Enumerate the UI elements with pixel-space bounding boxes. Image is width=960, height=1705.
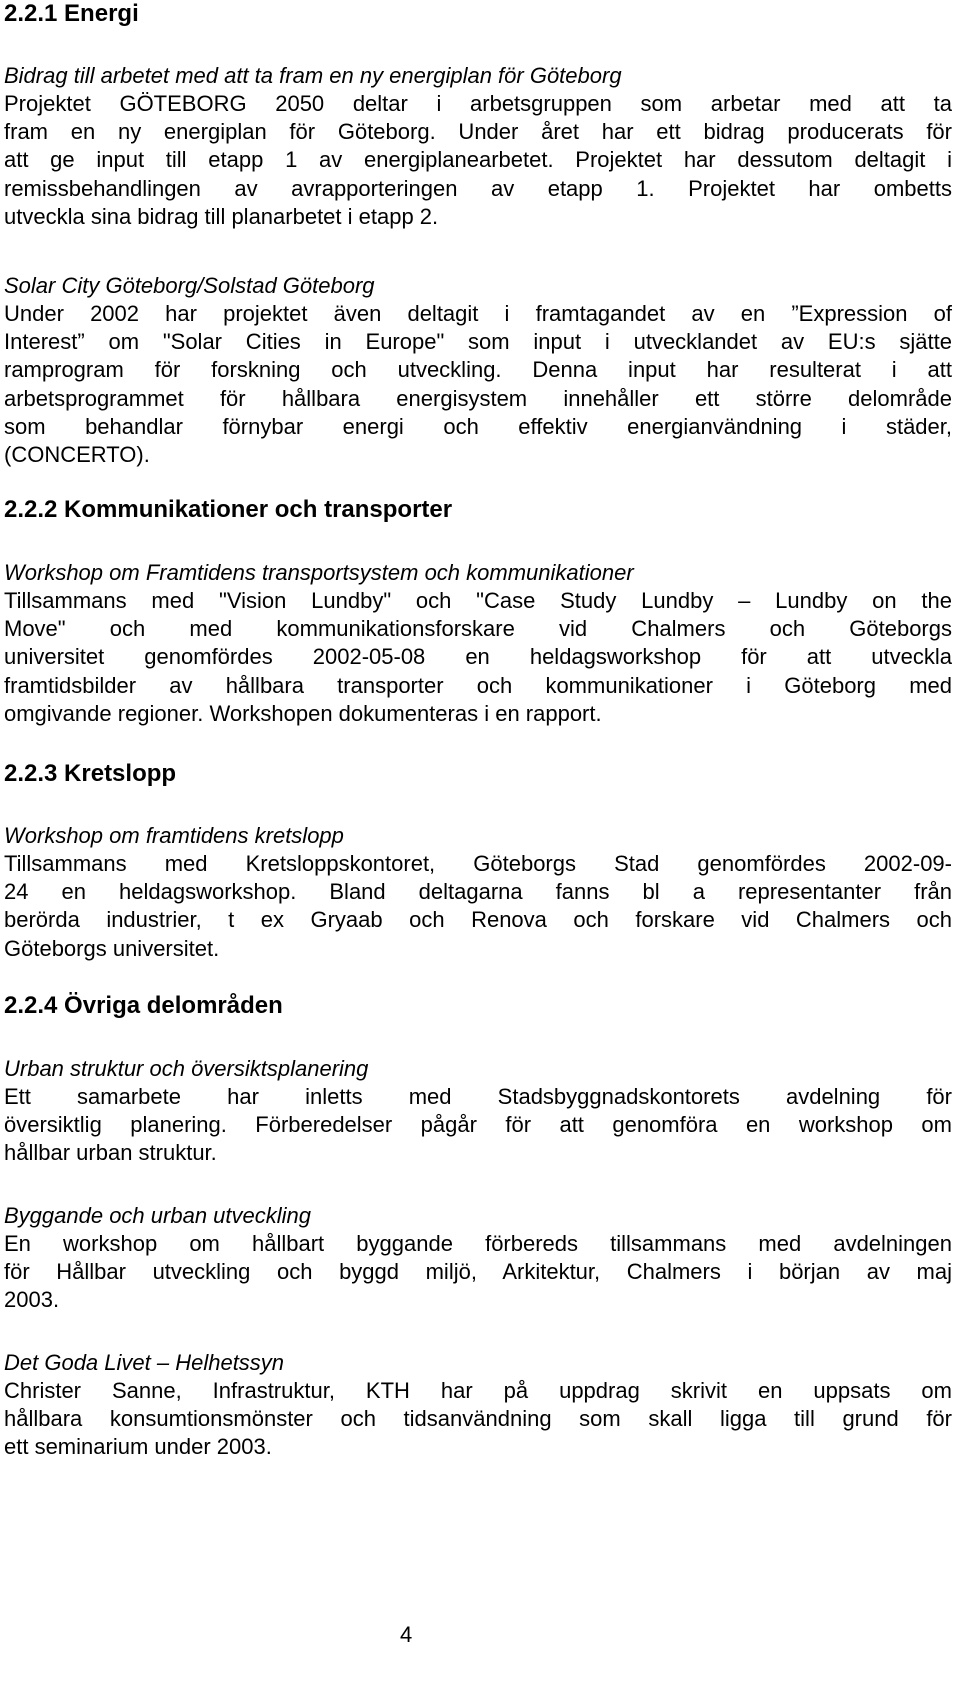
text-line: remissbehandlingen av avrapporteringen av etapp 1. Projektet har ombetts xyxy=(4,175,952,201)
text-line: Under 2002 har projektet även deltagit i framtagandet av en ”Expression of xyxy=(4,301,952,326)
subsection-title: Workshop om Framtidens transportsystem och kommunikationer xyxy=(4,560,634,585)
text-line: ramprogram för forskning och utveckling. Denna input har resulterat i att xyxy=(4,357,952,383)
text-line: Move" och med kommunikationsforskare vid Chalmers och Göteborgs xyxy=(4,616,952,642)
paragraph xyxy=(4,90,952,231)
text-line: Tillsammans med "Vision Lundby" och "Case Study Lundby – Lundby on the xyxy=(4,588,952,613)
text-line: hållbara konsumtionsmönster och tidsanvändning som skall ligga till grund för xyxy=(4,1406,952,1432)
subsection-title: Solar City Göteborg/Solstad Göteborg xyxy=(4,273,375,298)
subsection-title: Urban struktur och översiktsplanering xyxy=(4,1056,369,1081)
paragraph xyxy=(4,1377,952,1462)
text-line: utveckla sina bidrag till planarbetet i etapp 2. xyxy=(4,203,439,229)
subsection-title: Bidrag till arbetet med att ta fram en ny energiplan för Göteborg xyxy=(4,63,622,88)
text-line: översiktlig planering. Förberedelser pågår för att genomföra en workshop om xyxy=(4,1112,952,1138)
section-heading-ovriga: 2.2.4 Övriga delområden xyxy=(4,992,283,1019)
paragraph xyxy=(4,1230,952,1315)
text-line: berörda industrier, t ex Gryaab och Renova och forskare vid Chalmers och xyxy=(4,907,952,933)
paragraph xyxy=(4,850,952,963)
text-line: Christer Sanne, Infrastruktur, KTH har på uppdrag skrivit en uppsats om xyxy=(4,1378,952,1403)
subsection-goda-livet xyxy=(4,1349,952,1462)
page-number: 4 xyxy=(400,1622,413,1647)
text-line: som behandlar förnybar energi och effektiv energianvändning i städer, xyxy=(4,413,952,439)
subsection-energiplan xyxy=(4,62,952,231)
text-line: omgivande regioner. Workshopen dokumenteras i en rapport. xyxy=(4,700,602,726)
paragraph xyxy=(4,587,952,728)
subsection-solar-city xyxy=(4,272,952,469)
text-line: fram en ny energiplan för Göteborg. Under året har ett bidrag producerats för xyxy=(4,119,952,145)
subsection-transport-workshop xyxy=(4,559,952,728)
text-line: att ge input till etapp 1 av energiplanearbetet. Projektet har dessutom deltagit i xyxy=(4,147,952,173)
text-line: hållbar urban struktur. xyxy=(4,1140,217,1166)
section-heading-kretslopp: 2.2.3 Kretslopp xyxy=(4,760,177,787)
paragraph xyxy=(4,300,952,469)
text-line: universitet genomfördes 2002-05-08 en heldagsworkshop för att utveckla xyxy=(4,644,952,670)
text-line: framtidsbilder av hållbara transporter och kommunikationer i Göteborg med xyxy=(4,672,952,698)
text-line: arbetsprogrammet för hållbara energisystem innehåller ett större delområde xyxy=(4,385,952,411)
text-line: Ett samarbete har inletts med Stadsbyggnadskontorets avdelning för xyxy=(4,1084,952,1109)
subsection-urban-struktur xyxy=(4,1055,952,1168)
text-line: ett seminarium under 2003. xyxy=(4,1434,272,1460)
section-heading-energi: 2.2.1 Energi xyxy=(4,0,139,27)
text-line: Projektet GÖTEBORG 2050 deltar i arbetsgruppen som arbetar med att ta xyxy=(4,91,952,116)
subsection-title: Workshop om framtidens kretslopp xyxy=(4,823,344,848)
text-line: Interest” om "Solar Cities in Europe" som input i utvecklandet av EU:s sjätte xyxy=(4,329,952,355)
text-line: Göteborgs universitet. xyxy=(4,935,220,961)
subsection-kretslopp-workshop xyxy=(4,822,952,963)
paragraph xyxy=(4,1083,952,1168)
text-line: 2003. xyxy=(4,1287,60,1313)
text-line: 24 en heldagsworkshop. Bland deltagarna fanns bl a representanter från xyxy=(4,879,952,905)
subsection-title: Byggande och urban utveckling xyxy=(4,1203,311,1228)
subsection-byggande xyxy=(4,1202,952,1315)
text-line: En workshop om hållbart byggande förbereds tillsammans med avdelningen xyxy=(4,1231,952,1256)
subsection-title: Det Goda Livet – Helhetssyn xyxy=(4,1350,285,1375)
text-line: Tillsammans med Kretsloppskontoret, Göteborgs Stad genomfördes 2002-09- xyxy=(4,851,952,876)
section-heading-kommunikationer: 2.2.2 Kommunikationer och transporter xyxy=(4,496,453,523)
text-line: (CONCERTO). xyxy=(4,442,150,468)
text-line: för Hållbar utveckling och byggd miljö, Arkitektur, Chalmers i början av maj xyxy=(4,1259,952,1285)
